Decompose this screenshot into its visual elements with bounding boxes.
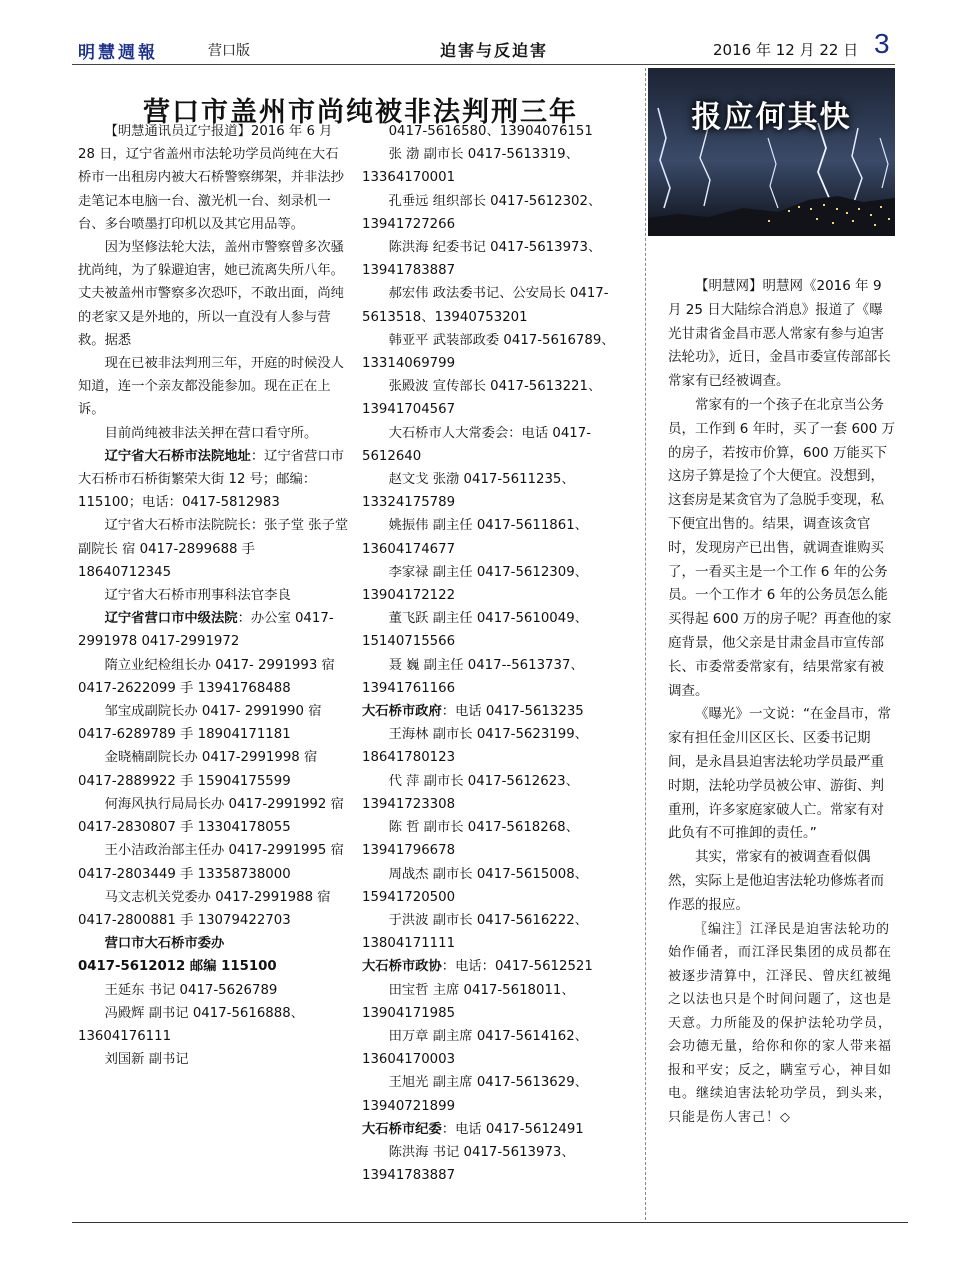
article-paragraph [362, 955, 636, 978]
article-paragraph [362, 190, 636, 236]
editor-note: 〖编注〗江泽民是迫害法轮功的始作俑者，而江泽民集团的成员都在被逐步清算中，江泽民、曾庆红被绳之以法也只是个时间问题了，这也是天意。力所能及的保护法轮功学员，会功德无量，给你和你的家人带来福报和平安；反之，瞒室亏心，神目如电。继续迫害法轮功学员，到头来，只能是伤人害己！◇ [668, 921, 893, 1125]
paragraph-text: 陈洪海 书记 0417-5613973、13941783887 [362, 1144, 575, 1184]
article-paragraph [78, 979, 350, 1002]
article-paragraph [362, 979, 636, 1025]
header-rule [72, 64, 895, 65]
paragraph-text: 何海风执行局局长办 0417-2991992 宿 0417-2830807 手 13304178055 [78, 796, 344, 836]
paragraph-text: ：辽宁省营口市大石桥市石桥街繁荣大街 12 号；邮编：115100；电话：0417-5812983 [78, 448, 344, 511]
edition-label: 营口版 [208, 43, 250, 59]
paragraph-text: 王延东 书记 0417-5626789 [104, 982, 278, 998]
paragraph-text: 王海林 副市长 0417-5623199、18641780123 [362, 727, 588, 766]
contact-heading: 辽宁省营口市中级法院 [104, 611, 238, 627]
contact-heading: 辽宁省大石桥市法院地址 [104, 448, 251, 464]
article-paragraph [362, 143, 636, 189]
paragraph-text: ：电话：0417-5612521 [441, 959, 593, 975]
paragraph-text: 刘国新 副书记 [104, 1052, 189, 1068]
paragraph-text: 0417-5616580、13904076151 [388, 124, 593, 139]
article-paragraph [78, 886, 350, 932]
paragraph-text: 聂 巍 副主任 0417--5613737、13941761166 [362, 657, 584, 696]
paragraph-text: 辽宁省大石桥市法院院长：张子堂 张子堂副院长 宿 0417-2899688 手 18640712345 [78, 518, 349, 580]
footer-rule [72, 1222, 908, 1223]
paragraph-text: 大石桥市人大常委会：电话 0417-5612640 [362, 425, 592, 464]
article-paragraph [78, 584, 350, 607]
article-column-1 [78, 120, 350, 1071]
paragraph-text: ：办公室 0417-2991978 0417-2991972 [78, 611, 334, 650]
article-paragraph [78, 793, 350, 839]
sidebar-column [668, 275, 896, 1129]
article-paragraph [78, 1048, 350, 1071]
article-paragraph [362, 863, 636, 909]
contact-heading: 0417-5612012 邮编 115100 [78, 959, 277, 975]
article-paragraph [78, 352, 350, 422]
article-paragraph [362, 700, 636, 723]
issue-date: 2016 年 12 月 22 日 [713, 41, 859, 59]
article-paragraph [78, 839, 350, 885]
paragraph-text: 代 萍 副市长 0417-5612623、13941723308 [362, 773, 579, 812]
sidebar-banner [648, 68, 895, 236]
article-paragraph [78, 932, 350, 955]
paragraph-text: 张 渤 副市长 0417-5613319、13364170001 [362, 147, 579, 186]
article-paragraph [362, 770, 636, 816]
sidebar-paragraph: 其实，常家有的被调查看似偶然，实际上是他迫害法轮功修炼者而作恶的报应。 [668, 849, 884, 913]
article-paragraph [362, 607, 636, 653]
paragraph-text: 因为坚修法轮大法，盖州市警察曾多次骚扰尚纯，为了躲避迫害，她已流离失所八年。丈夫被盖州市警察多次恐吓，不敢出面，尚纯的老家又是外地的，所以一直没有人参与营救。据悉 [78, 240, 344, 348]
paragraph-text: 周战杰 副市长 0417-5615008、15941720500 [362, 866, 588, 905]
paragraph-text: 孔垂远 组织部长 0417-5612302、13941727266 [362, 193, 602, 232]
article-paragraph [78, 422, 350, 445]
sidebar-paragraph: 【明慧网】明慧网《2016 年 9 月 25 日大陆综合消息》报道了《曝光甘肃省金昌市恶人常家有参与迫害法轮功》，近日，金昌市委宣传部部长常家有已经被调查。 [668, 278, 891, 390]
article-headline: 营口市盖州市尚纯被非法判刑三年 [143, 97, 578, 129]
column-divider [645, 68, 646, 1220]
paragraph-text: 马文志机关党委办 0417-2991988 宿 0417-2800881 手 13079422703 [78, 889, 331, 928]
article-paragraph [362, 1025, 636, 1071]
article-paragraph [78, 700, 350, 746]
article-paragraph [362, 1141, 636, 1187]
paragraph-text: 郝宏伟 政法委书记、公安局长 0417-5613518、13940753201 [362, 286, 609, 325]
article-paragraph [362, 816, 636, 862]
paragraph-text: 金晓楠副院长办 0417-2991998 宿 0417-2889922 手 15904175599 [78, 750, 318, 789]
article-paragraph [78, 955, 350, 978]
paragraph-text: 赵文戈 张渤 0417-5611235、13324175789 [362, 472, 575, 511]
masthead-logo: 明慧週報 [78, 43, 158, 63]
sidebar-paragraph: 《曝光》一文说：“在金昌市，常家有担任金川区区长、区委书记期间，是永昌县迫害法轮功学员最严重时期，法轮功学员被公审、游街、判重刑，许多家庭家破人亡。常家有对此负有不可推卸的责任。” [668, 706, 891, 842]
paragraph-text: 辽宁省大石桥市刑事科法官李良 [104, 588, 291, 604]
article-paragraph [362, 909, 636, 955]
article-paragraph [362, 514, 636, 560]
article-paragraph [78, 120, 350, 236]
paragraph-text: 王旭光 副主席 0417-5613629、13940721899 [362, 1075, 588, 1114]
contact-heading: 大石桥市纪委 [362, 1121, 442, 1137]
sidebar-title: 报应何其快 [691, 100, 852, 135]
article-paragraph [362, 329, 636, 375]
article-paragraph [78, 445, 350, 515]
article-paragraph [362, 654, 636, 700]
paragraph-text: 冯殿辉 副书记 0417-5616888、13604176111 [78, 1005, 304, 1044]
article-paragraph [78, 654, 350, 700]
article-paragraph [362, 236, 636, 282]
article-paragraph [362, 282, 636, 328]
paragraph-text: 陈 哲 副市长 0417-5618268、13941796678 [362, 820, 579, 859]
paragraph-text: 韩亚平 武装部政委 0417-5616789、13314069799 [362, 332, 615, 372]
paragraph-text: ：电话 0417-5613235 [441, 704, 584, 720]
article-paragraph [78, 607, 350, 653]
article-paragraph [362, 375, 636, 421]
paragraph-text: 现在已被非法判刑三年，开庭的时候没人知道，连一个亲友都没能参加。现在正在上诉。 [78, 356, 344, 418]
paragraph-text: 董飞跃 副主任 0417-5610049、15140715566 [362, 611, 588, 650]
paragraph-text: 田万章 副主席 0417-5614162、13604170003 [362, 1028, 588, 1068]
article-paragraph [362, 120, 636, 143]
article-column-2 [362, 120, 636, 1187]
paragraph-text: 【明慧通讯员辽宁报道】2016 年 6 月 28 日，辽宁省盖州市法轮功学员尚纯在大石桥市一出租房内被大石桥警察绑架，并非法抄走笔记本电脑一台、激光机一台、刻录机一台、多台喷墨打印机以及其它用品等。 [78, 124, 344, 232]
contact-heading: 营口市大石桥市委办 [104, 936, 225, 952]
article-paragraph [362, 468, 636, 514]
paragraph-text: 目前尚纯被非法关押在营口看守所。 [104, 425, 318, 441]
article-paragraph [78, 236, 350, 352]
article-paragraph [78, 746, 350, 792]
paragraph-text: 姚振伟 副主任 0417-5611861、13604174677 [362, 518, 588, 557]
section-title: 迫害与反迫害 [440, 41, 549, 60]
paragraph-text: 隋立业纪检组长办 0417- 2991993 宿 0417-2622099 手 13941768488 [78, 657, 335, 696]
paragraph-text: 邹宝成副院长办 0417- 2991990 宿 0417-6289789 手 18904171181 [78, 704, 322, 743]
article-paragraph [78, 514, 350, 584]
paragraph-text: 于洪波 副市长 0417-5616222、13804171111 [362, 912, 588, 952]
sidebar-paragraph: 常家有的一个孩子在北京当公务员，工作到 6 年时，买了一套 600 万的房子，若按市价算，600 万能买下这房子算是捡了个大便宜。没想到，这套房是某贪官为了急脱手变现，私下便宜出售的。结果，调查该贪官时，发现房产已出售，就调查谁购买了，一看买主是一个工作 6 年的公务员。一个工作才 6 年的公务员怎么能买得起 600 万的房子呢？再查他的家庭背景，他父亲是甘肃金昌市宣传部长、市委常委常家有，结果常家有被调查。 [668, 396, 896, 699]
article-paragraph [362, 1071, 636, 1117]
paragraph-text: 田宝哲 主席 0417-5618011、13904171985 [362, 982, 575, 1021]
article-paragraph [362, 723, 636, 769]
contact-heading: 大石桥市政协 [362, 959, 442, 975]
paragraph-text: 陈洪海 纪委书记 0417-5613973、13941783887 [362, 240, 602, 279]
page-header [78, 28, 898, 66]
article-paragraph [78, 1002, 350, 1048]
paragraph-text: 张殿波 宣传部长 0417-5613221、13941704567 [362, 379, 602, 418]
article-paragraph [362, 422, 636, 468]
paragraph-text: 李家禄 副主任 0417-5612309、13904172122 [362, 564, 588, 604]
paragraph-text: ：电话 0417-5612491 [441, 1121, 584, 1137]
contact-heading: 大石桥市政府 [362, 704, 442, 720]
paragraph-text: 王小洁政治部主任办 0417-2991995 宿 0417-2803449 手 13358738000 [78, 843, 344, 882]
article-paragraph [362, 1118, 636, 1141]
article-paragraph [362, 561, 636, 607]
page-number: 3 [874, 28, 890, 59]
